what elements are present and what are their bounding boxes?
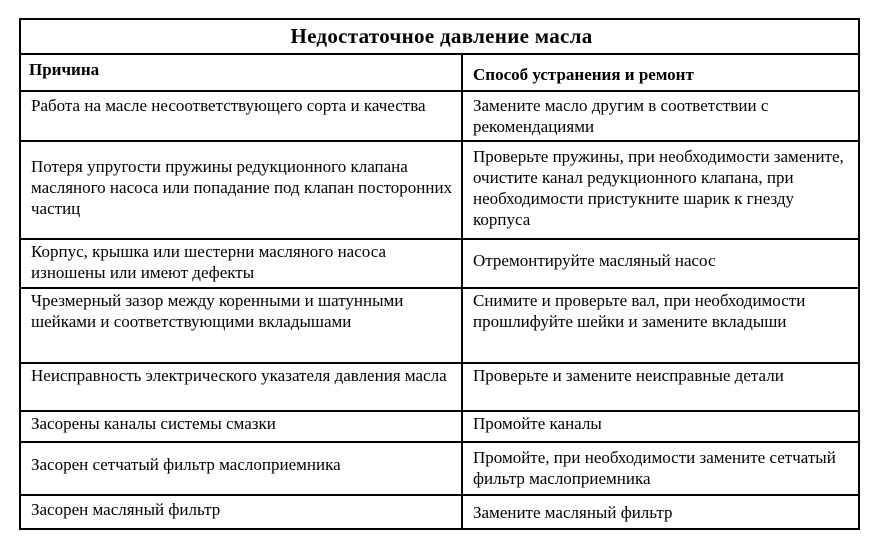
troubleshooting-table (19, 18, 860, 530)
table-row (20, 288, 859, 363)
cause-cell: Работа на масле несоответствующего сорта и качества (20, 91, 462, 141)
table-row (20, 239, 859, 288)
cause-cell: Неисправность электрического указателя давления масла (20, 363, 462, 411)
table-row (20, 363, 859, 411)
remedy-cell: Отремонтируйте масляный насос (462, 239, 859, 288)
cause-cell: Засорены каналы системы смазки (20, 411, 462, 442)
remedy-cell: Промойте, при необходимости замените сетчатый фильтр маслоприемника (462, 442, 859, 495)
column-header-remedy: Способ устранения и ремонт (462, 54, 859, 91)
remedy-cell: Проверьте и замените неисправные детали (462, 363, 859, 411)
cause-cell: Чрезмерный зазор между коренными и шатунными шейками и соответствующими вкладышами (20, 288, 462, 363)
remedy-cell: Проверьте пружины, при необходимости замените, очистите канал редукционного клапана, при необходимости пристукните шарик к гнезду корпуса (462, 141, 859, 239)
table-title: Недостаточное давление масла (20, 19, 859, 54)
table-row (20, 495, 859, 529)
cause-cell: Засорен сетчатый фильтр маслоприемника (20, 442, 462, 495)
remedy-cell: Снимите и проверьте вал, при необходимости прошлифуйте шейки и замените вкладыши (462, 288, 859, 363)
cause-cell: Потеря упругости пружины редукционного клапана масляного насоса или попадание под клапан посторонних частиц (20, 141, 462, 239)
table-row (20, 91, 859, 141)
cause-cell: Засорен масляный фильтр (20, 495, 462, 529)
table-row (20, 411, 859, 442)
cause-cell: Корпус, крышка или шестерни масляного насоса изношены или имеют дефекты (20, 239, 462, 288)
remedy-cell: Промойте каналы (462, 411, 859, 442)
table-row (20, 442, 859, 495)
column-header-cause: Причина (20, 54, 462, 91)
table-row (20, 141, 859, 239)
remedy-cell: Замените масляный фильтр (462, 495, 859, 529)
table-header-row (20, 54, 859, 91)
remedy-cell: Замените масло другим в соответствии с рекомендациями (462, 91, 859, 141)
table-title-row (20, 19, 859, 54)
